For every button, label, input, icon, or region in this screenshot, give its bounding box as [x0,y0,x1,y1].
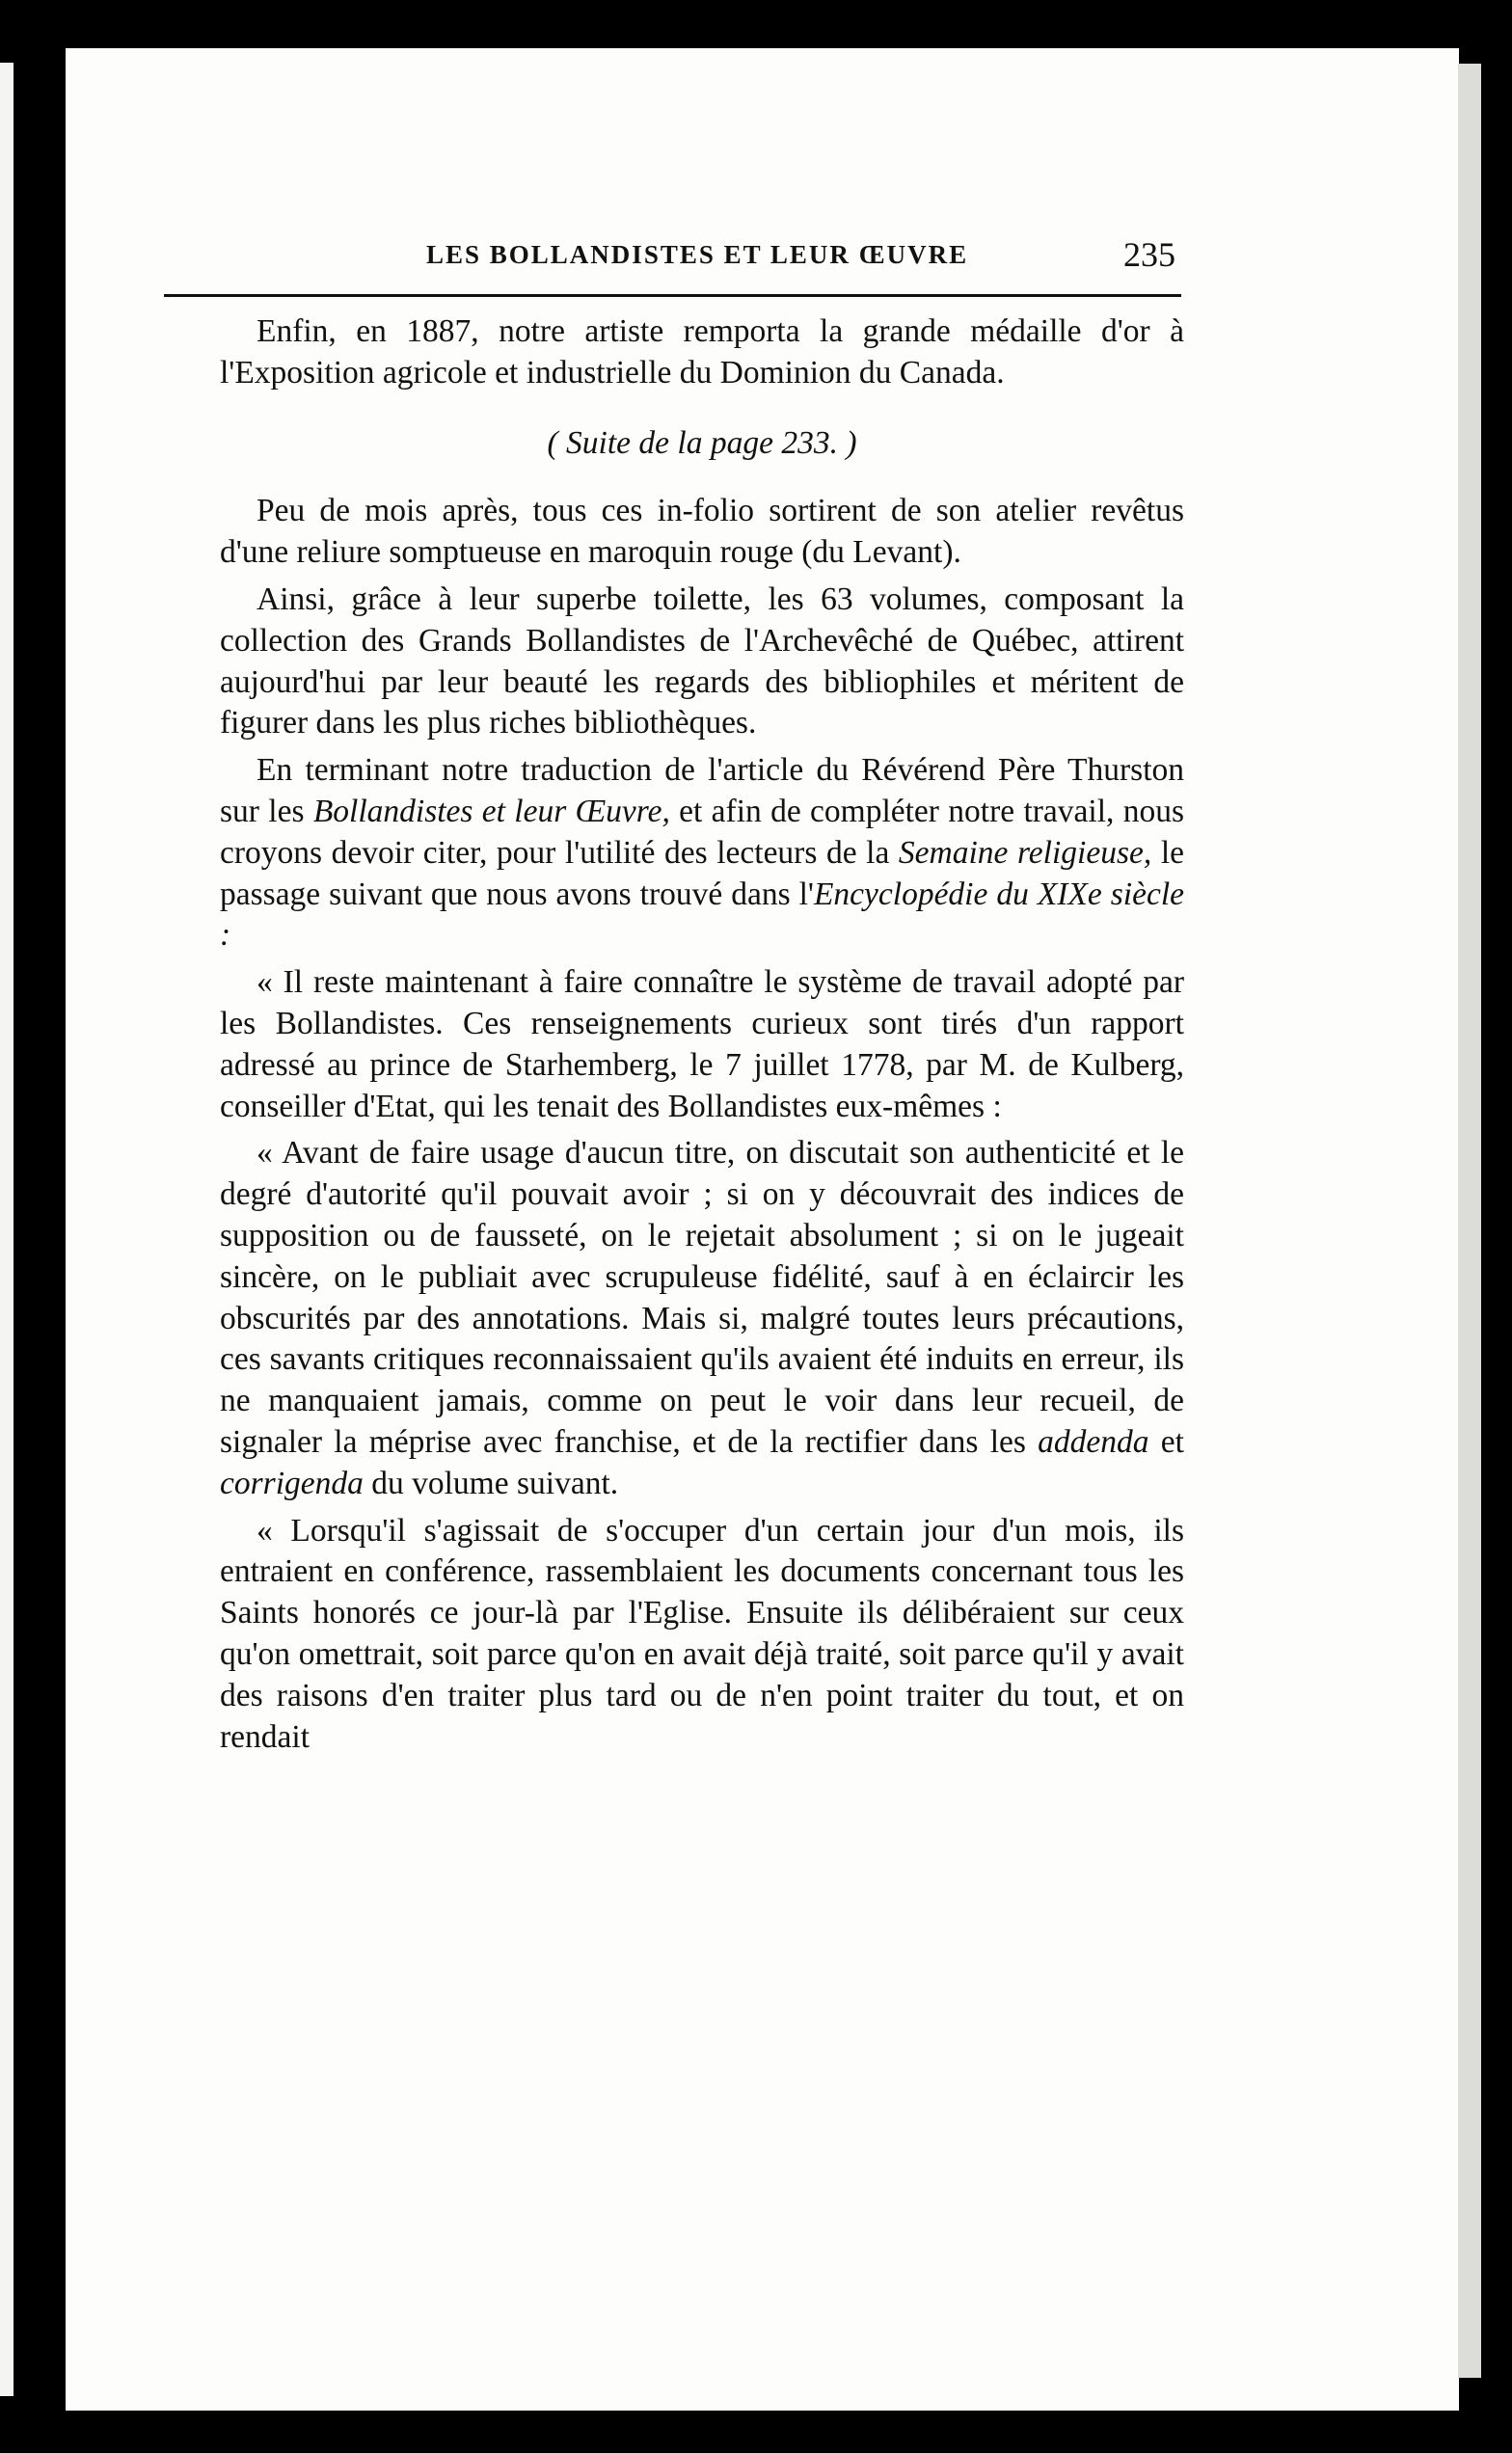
paragraph-5: « Il reste maintenant à faire connaître le système de travail adopté par les Bollandistes. Ces renseignements curieux sont tirés d'un rapport adressé au prince de Starhemberg, le 7 juillet 1778, par M. de Kulberg, conseiller d'Etat, qui les tenait des Bollandistes eux-mêmes : [220,964,1184,1124]
paragraph-3: Ainsi, grâce à leur superbe toilette, les 63 volumes, composant la collection des Grands Bollandistes de l'Archevêché de Québec, attirent aujourd'hui par leur beauté les regards des bibliophiles et méritent de figurer dans les plus riches bibliothèques. [220,580,1184,741]
p4-text-a: En terminant notre traduction de l'article du Révérend Père Thurston sur les [220,752,1184,829]
p4-text-c: le passage suivant que nous avons trouvé dans l' [220,834,1184,912]
paragraph-1: Enfin, en 1887, notre artiste remporta la grande médaille d'or à l'Exposition agricole et industrielle du Dominion du Canada. [220,313,1184,391]
p4-italic-2: Semaine religieuse, [898,834,1152,871]
paragraph-6 [220,1133,1184,1504]
p4-italic-1: Bollandistes et leur Œuvre, [312,793,670,829]
p6-text-a: « Avant de faire usage d'aucun titre, on discutait son authenticité et le degré d'autorité qu'il pouvait avoir ; si on y découvrait des indices de supposition ou de fausseté, on le rejetait absolument ; si on le jugeait sincère, on le publiait avec scrupuleuse fidélité, sauf à en éclaircir les obscurités par des annotations. Mais si, malgré toutes leurs précautions, ces savants critiques reconnaissaient qu'ils avaient été induits en erreur, ils ne manquaient jamais, comme on peut le voir dans leur recueil, de signaler la méprise avec franchise, et de la rectifier dans les [220,1135,1184,1460]
left-page-edge [0,63,14,2396]
paragraph-2: Peu de mois après, tous ces in-folio sortirent de son atelier revêtus d'une reliure somptueuse en maroquin rouge (du Levant). [220,493,1184,571]
p6-text-b: et [1148,1423,1184,1460]
page-number: 235 [1123,235,1175,274]
paragraph-7: « Lorsqu'il s'agissait de s'occuper d'un certain jour d'un mois, ils entraient en conférence, rassemblaient les documents concernant tous les Saints honorés ce jour-là par l'Eglise. Ensuite ils délibéraient sur ceux qu'on omettrait, soit parce qu'on en avait déjà traité, soit parce qu'il y avait des raisons d'en traiter plus tard ou de n'en point traiter du tout, et on rendait [220,1512,1184,1755]
continuation-note: ( Suite de la page 233. ) [547,424,857,461]
p4-italic-3: Encyclopédie du XIXe siècle : [220,876,1184,954]
p6-italic-2: corrigenda [220,1465,364,1501]
right-page-edge [1458,64,1481,2378]
page-header [164,188,1181,297]
p4-text-b: et afin de compléter notre travail, nous croyons devoir citer, pour l'utilité des lecteurs de la [220,793,1184,871]
paragraph-4 [220,750,1184,957]
body-text [220,311,1184,1758]
p6-italic-1: addenda [1038,1423,1149,1460]
p6-text-c: du volume suivant. [363,1465,619,1501]
running-title: LES BOLLANDISTES ET LEUR ŒUVRE [426,240,969,269]
